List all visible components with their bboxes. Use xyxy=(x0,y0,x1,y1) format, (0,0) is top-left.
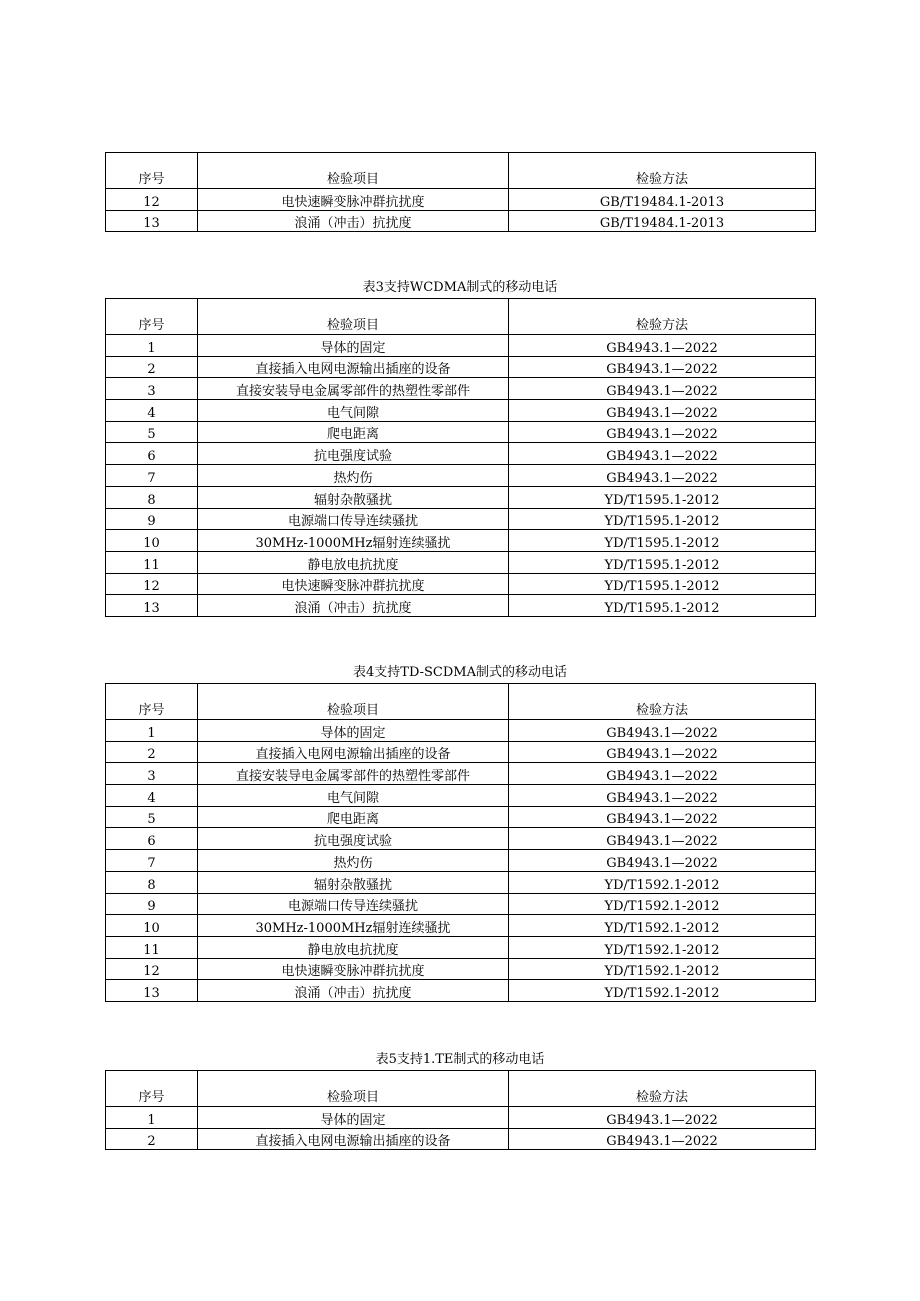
inspection-item: 直接插入电网电源输出插座的设备 xyxy=(198,1128,509,1150)
inspection-method: GB4943.1—2022 xyxy=(509,400,816,422)
header-item: 检验项目 xyxy=(198,684,509,720)
inspection-item: 静电放电抗扰度 xyxy=(198,551,509,573)
inspection-method: GB4943.1—2022 xyxy=(509,828,816,850)
table-row xyxy=(106,871,816,893)
row-index: 1 xyxy=(106,335,198,357)
row-index: 7 xyxy=(106,465,198,487)
inspection-item: 导体的固定 xyxy=(198,335,509,357)
row-index: 8 xyxy=(106,486,198,508)
inspection-method: GB4943.1—2022 xyxy=(509,335,816,357)
inspection-item: 静电放电抗扰度 xyxy=(198,936,509,958)
inspection-item: 浪涌（冲击）抗扰度 xyxy=(198,595,509,617)
inspection-method: GB4943.1—2022 xyxy=(509,806,816,828)
row-index: 11 xyxy=(106,551,198,573)
header-index: 序号 xyxy=(106,299,198,335)
table-row xyxy=(106,763,816,785)
header-method: 检验方法 xyxy=(509,299,816,335)
table-header-row xyxy=(106,299,816,335)
inspection-item: 电快速瞬变脉冲群抗扰度 xyxy=(198,573,509,595)
inspection-method: GB4943.1—2022 xyxy=(509,1107,816,1129)
table-row xyxy=(106,335,816,357)
row-index: 1 xyxy=(106,720,198,742)
inspection-method: GB4943.1—2022 xyxy=(509,356,816,378)
table-5 xyxy=(105,1070,816,1150)
inspection-method: GB4943.1—2022 xyxy=(509,421,816,443)
row-index: 13 xyxy=(106,980,198,1002)
row-index: 2 xyxy=(106,1128,198,1150)
inspection-item: 辐射杂散骚扰 xyxy=(198,486,509,508)
table-row xyxy=(106,915,816,937)
table-row xyxy=(106,850,816,872)
table-3-caption: 表3支持WCDMA制式的移动电话 xyxy=(362,280,558,295)
table-row xyxy=(106,1128,816,1150)
inspection-method: GB4943.1—2022 xyxy=(509,741,816,763)
table-row xyxy=(106,465,816,487)
row-index: 3 xyxy=(106,378,198,400)
table-row xyxy=(106,720,816,742)
inspection-item: 直接插入电网电源输出插座的设备 xyxy=(198,741,509,763)
table-3-body xyxy=(106,299,816,617)
inspection-item: 抗电强度试验 xyxy=(198,828,509,850)
inspection-item: 电快速瞬变脉冲群抗扰度 xyxy=(198,958,509,980)
inspection-item: 浪涌（冲击）抗扰度 xyxy=(198,980,509,1002)
row-index: 10 xyxy=(106,915,198,937)
table-row xyxy=(106,189,816,211)
inspection-item: 直接插入电网电源输出插座的设备 xyxy=(198,356,509,378)
table-row xyxy=(106,443,816,465)
row-index: 12 xyxy=(106,573,198,595)
table-row xyxy=(106,530,816,552)
row-index: 9 xyxy=(106,508,198,530)
inspection-method: YD/T1595.1-2012 xyxy=(509,573,816,595)
header-method: 检验方法 xyxy=(509,1071,816,1107)
inspection-method: GB/T19484.1-2013 xyxy=(509,210,816,232)
table-row xyxy=(106,893,816,915)
table-row xyxy=(106,356,816,378)
inspection-method: GB4943.1—2022 xyxy=(509,1128,816,1150)
table-header-row xyxy=(106,1071,816,1107)
table-row xyxy=(106,806,816,828)
header-method: 检验方法 xyxy=(509,153,816,189)
header-item: 检验项目 xyxy=(198,1071,509,1107)
inspection-item: 电快速瞬变脉冲群抗扰度 xyxy=(198,189,509,211)
header-method: 检验方法 xyxy=(509,684,816,720)
header-index: 序号 xyxy=(106,1071,198,1107)
table-row xyxy=(106,378,816,400)
inspection-item: 电源端口传导连续骚扰 xyxy=(198,893,509,915)
inspection-item: 爬电距离 xyxy=(198,806,509,828)
table-4-body xyxy=(106,684,816,1002)
row-index: 4 xyxy=(106,785,198,807)
table-row xyxy=(106,595,816,617)
inspection-item: 电气间隙 xyxy=(198,400,509,422)
row-index: 6 xyxy=(106,443,198,465)
table-3 xyxy=(105,298,816,617)
table-row xyxy=(106,1107,816,1129)
inspection-method: GB4943.1—2022 xyxy=(509,443,816,465)
table-row xyxy=(106,210,816,232)
inspection-item: 热灼伤 xyxy=(198,465,509,487)
header-item: 检验项目 xyxy=(198,299,509,335)
table-row xyxy=(106,508,816,530)
inspection-method: YD/T1592.1-2012 xyxy=(509,893,816,915)
table-row xyxy=(106,551,816,573)
header-index: 序号 xyxy=(106,684,198,720)
inspection-method: GB/T19484.1-2013 xyxy=(509,189,816,211)
inspection-item: 直接安装导电金属零部件的热塑性零部件 xyxy=(198,378,509,400)
table-row xyxy=(106,421,816,443)
table-row xyxy=(106,958,816,980)
inspection-method: YD/T1595.1-2012 xyxy=(509,530,816,552)
table-row xyxy=(106,573,816,595)
table-row xyxy=(106,486,816,508)
inspection-item: 辐射杂散骚扰 xyxy=(198,871,509,893)
inspection-item: 浪涌（冲击）抗扰度 xyxy=(198,210,509,232)
inspection-method: YD/T1592.1-2012 xyxy=(509,936,816,958)
inspection-method: YD/T1592.1-2012 xyxy=(509,871,816,893)
inspection-method: YD/T1592.1-2012 xyxy=(509,958,816,980)
inspection-item: 导体的固定 xyxy=(198,1107,509,1129)
inspection-item: 直接安装导电金属零部件的热塑性零部件 xyxy=(198,763,509,785)
inspection-method: YD/T1595.1-2012 xyxy=(509,486,816,508)
table-header-row xyxy=(106,153,816,189)
inspection-method: YD/T1592.1-2012 xyxy=(509,915,816,937)
row-index: 3 xyxy=(106,763,198,785)
row-index: 10 xyxy=(106,530,198,552)
row-index: 12 xyxy=(106,958,198,980)
inspection-item: 热灼伤 xyxy=(198,850,509,872)
inspection-method: YD/T1595.1-2012 xyxy=(509,508,816,530)
row-index: 1 xyxy=(106,1107,198,1129)
table-4-caption: 表4支持TD-SCDMA制式的移动电话 xyxy=(353,665,567,680)
table-header-row xyxy=(106,684,816,720)
row-index: 2 xyxy=(106,741,198,763)
inspection-method: GB4943.1—2022 xyxy=(509,378,816,400)
row-index: 2 xyxy=(106,356,198,378)
inspection-method: YD/T1595.1-2012 xyxy=(509,551,816,573)
inspection-item: 30MHz-1000MHz辐射连续骚扰 xyxy=(198,915,509,937)
row-index: 7 xyxy=(106,850,198,872)
table-row xyxy=(106,785,816,807)
row-index: 5 xyxy=(106,806,198,828)
table-1-body xyxy=(106,153,816,232)
table-row xyxy=(106,828,816,850)
row-index: 5 xyxy=(106,421,198,443)
table-row xyxy=(106,400,816,422)
row-index: 8 xyxy=(106,871,198,893)
inspection-method: GB4943.1—2022 xyxy=(509,850,816,872)
header-item: 检验项目 xyxy=(198,153,509,189)
table-5-body xyxy=(106,1071,816,1150)
row-index: 13 xyxy=(106,210,198,232)
inspection-method: GB4943.1—2022 xyxy=(509,763,816,785)
inspection-method: YD/T1595.1-2012 xyxy=(509,595,816,617)
row-index: 13 xyxy=(106,595,198,617)
inspection-method: YD/T1592.1-2012 xyxy=(509,980,816,1002)
inspection-item: 抗电强度试验 xyxy=(198,443,509,465)
inspection-method: GB4943.1—2022 xyxy=(509,785,816,807)
inspection-item: 电源端口传导连续骚扰 xyxy=(198,508,509,530)
table-row xyxy=(106,980,816,1002)
row-index: 12 xyxy=(106,189,198,211)
inspection-item: 导体的固定 xyxy=(198,720,509,742)
inspection-method: GB4943.1—2022 xyxy=(509,720,816,742)
table-row xyxy=(106,936,816,958)
row-index: 11 xyxy=(106,936,198,958)
header-index: 序号 xyxy=(106,153,198,189)
row-index: 9 xyxy=(106,893,198,915)
inspection-item: 电气间隙 xyxy=(198,785,509,807)
table-5-caption: 表5支持1.TE制式的移动电话 xyxy=(375,1052,545,1067)
table-4 xyxy=(105,683,816,1002)
table-row xyxy=(106,741,816,763)
inspection-item: 30MHz-1000MHz辐射连续骚扰 xyxy=(198,530,509,552)
row-index: 4 xyxy=(106,400,198,422)
table-1 xyxy=(105,152,816,232)
row-index: 6 xyxy=(106,828,198,850)
inspection-item: 爬电距离 xyxy=(198,421,509,443)
inspection-method: GB4943.1—2022 xyxy=(509,465,816,487)
